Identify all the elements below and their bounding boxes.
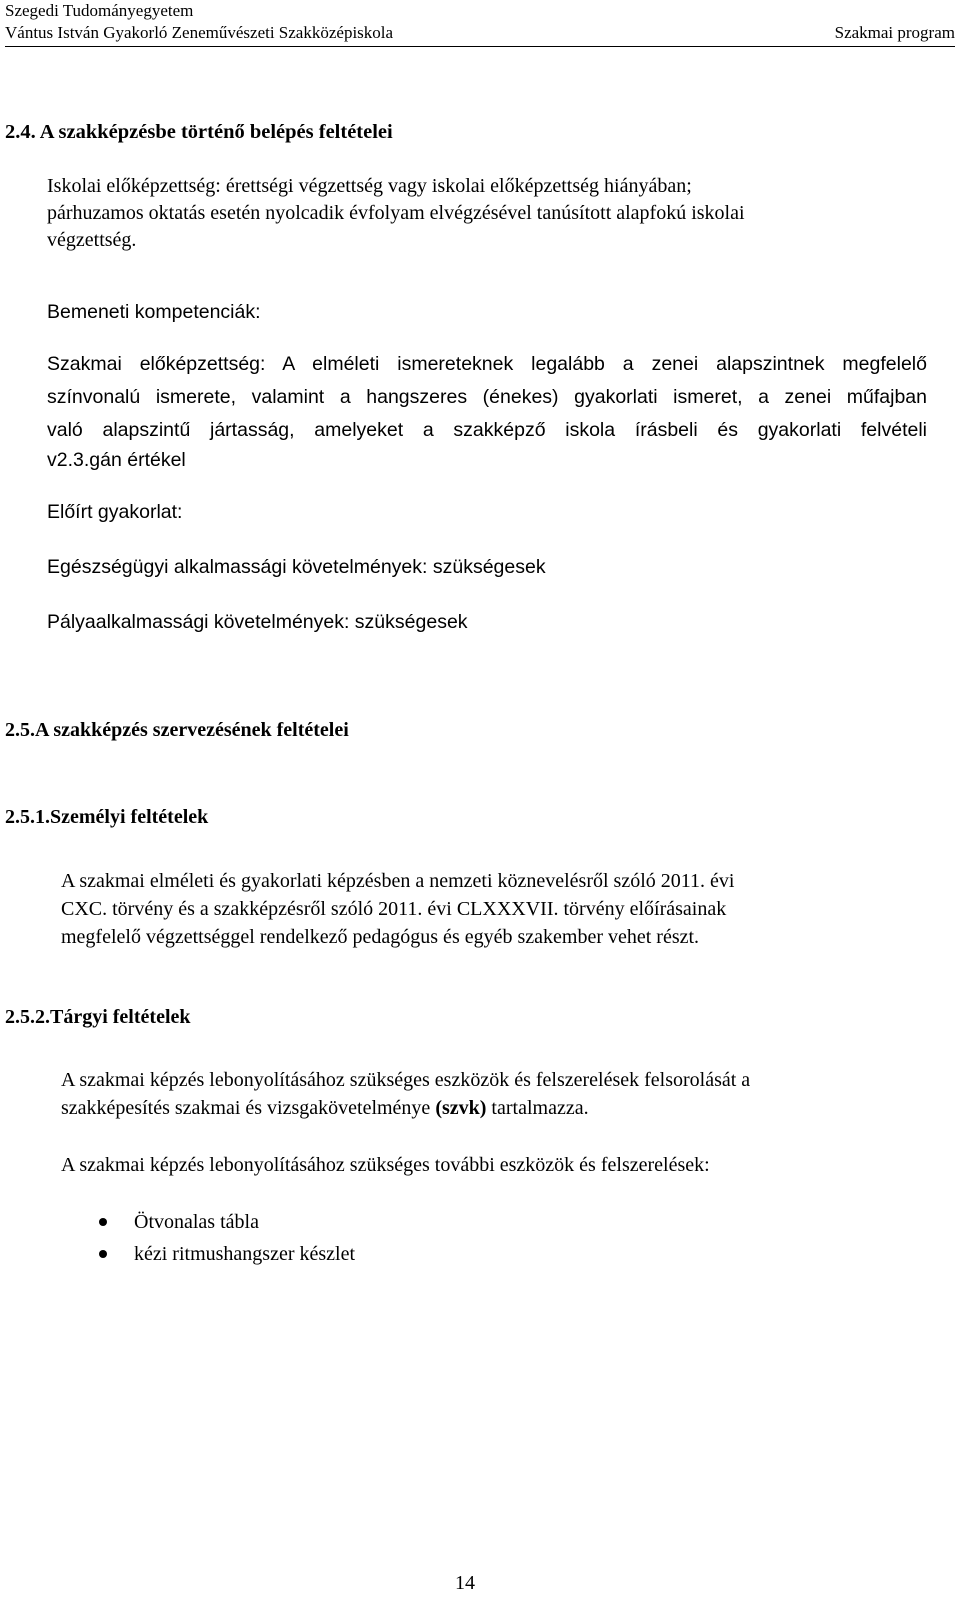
material-p1-line-2 xyxy=(61,1094,589,1122)
heading-2-5-1: 2.5.1.Személyi feltételek xyxy=(5,806,209,828)
schooling-line-2: párhuzamos oktatás esetén nyolcadik évfolyam elvégzésével tanúsított alapfokú iskolai xyxy=(47,202,745,224)
entry-competencies-label: Bemeneti kompetenciák: xyxy=(47,301,261,323)
heading-2-5-2: 2.5.2.Tárgyi feltételek xyxy=(5,1006,191,1028)
career-requirements: Pályaalkalmassági követelmények: szükségesek xyxy=(47,611,468,633)
header-rule xyxy=(5,46,955,47)
bullet-dot xyxy=(99,1250,107,1258)
health-requirements: Egészségügyi alkalmassági követelmények: szükségesek xyxy=(47,556,546,578)
schooling-line-1: Iskolai előképzettség: érettségi végzettség vagy iskolai előképzettség hiányában; xyxy=(47,175,692,197)
page-number: 14 xyxy=(455,1572,475,1594)
personnel-line-3: megfelelő végzettséggel rendelkező pedagógus és egyéb szakember vehet részt. xyxy=(61,926,700,948)
header-institution: Szegedi Tudományegyetem xyxy=(5,1,194,20)
professional-line-4: v2.3.gán értékel xyxy=(47,449,186,471)
practice-label: Előírt gyakorlat: xyxy=(47,501,183,523)
schooling-line-3: végzettség. xyxy=(47,229,137,251)
material-p2: A szakmai képzés lebonyolításához szükséges további eszközök és felszerelések: xyxy=(61,1154,710,1176)
bullet-dot xyxy=(99,1218,107,1226)
personnel-line-2: CXC. törvény és a szakképzésről szóló 2011. évi CLXXXVII. törvény előírásainak xyxy=(61,898,727,920)
heading-2-4: 2.4. A szakképzésbe történő belépés feltételei xyxy=(5,121,393,143)
material-p1-line-2-end: tartalmazza. xyxy=(486,1097,589,1119)
material-p1-line-1: A szakmai képzés lebonyolításához szükséges eszközök és felszerelések felsorolását a xyxy=(61,1069,751,1091)
material-p1-line-2-bold: (szvk) xyxy=(435,1097,487,1119)
header-school: Vántus István Gyakorló Zeneművészeti Szakközépiskola xyxy=(5,23,394,42)
header-doc-type: Szakmai program xyxy=(834,23,955,42)
bullet-item-2: kézi ritmushangszer készlet xyxy=(134,1243,356,1265)
personnel-line-1: A szakmai elméleti és gyakorlati képzésben a nemzeti köznevelésről szóló 2011. évi xyxy=(61,870,735,892)
professional-line-3: való alapszintű jártasság, amelyeket a szakképző iskola írásbeli és gyakorlati felvételi xyxy=(47,419,927,441)
material-p1-line-2-start: szakképesítés szakmai és vizsgakövetelménye xyxy=(61,1097,436,1119)
professional-line-1: Szakmai előképzettség: A elméleti ismereteknek legalább a zenei alapszintnek megfelelő xyxy=(47,353,927,375)
heading-2-5: 2.5.A szakképzés szervezésének feltételei xyxy=(5,719,349,741)
bullet-item-1: Ötvonalas tábla xyxy=(134,1211,259,1233)
professional-line-2: színvonalú ismerete, valamint a hangszeres (énekes) gyakorlati ismeret, a zenei műfajban xyxy=(47,386,927,408)
